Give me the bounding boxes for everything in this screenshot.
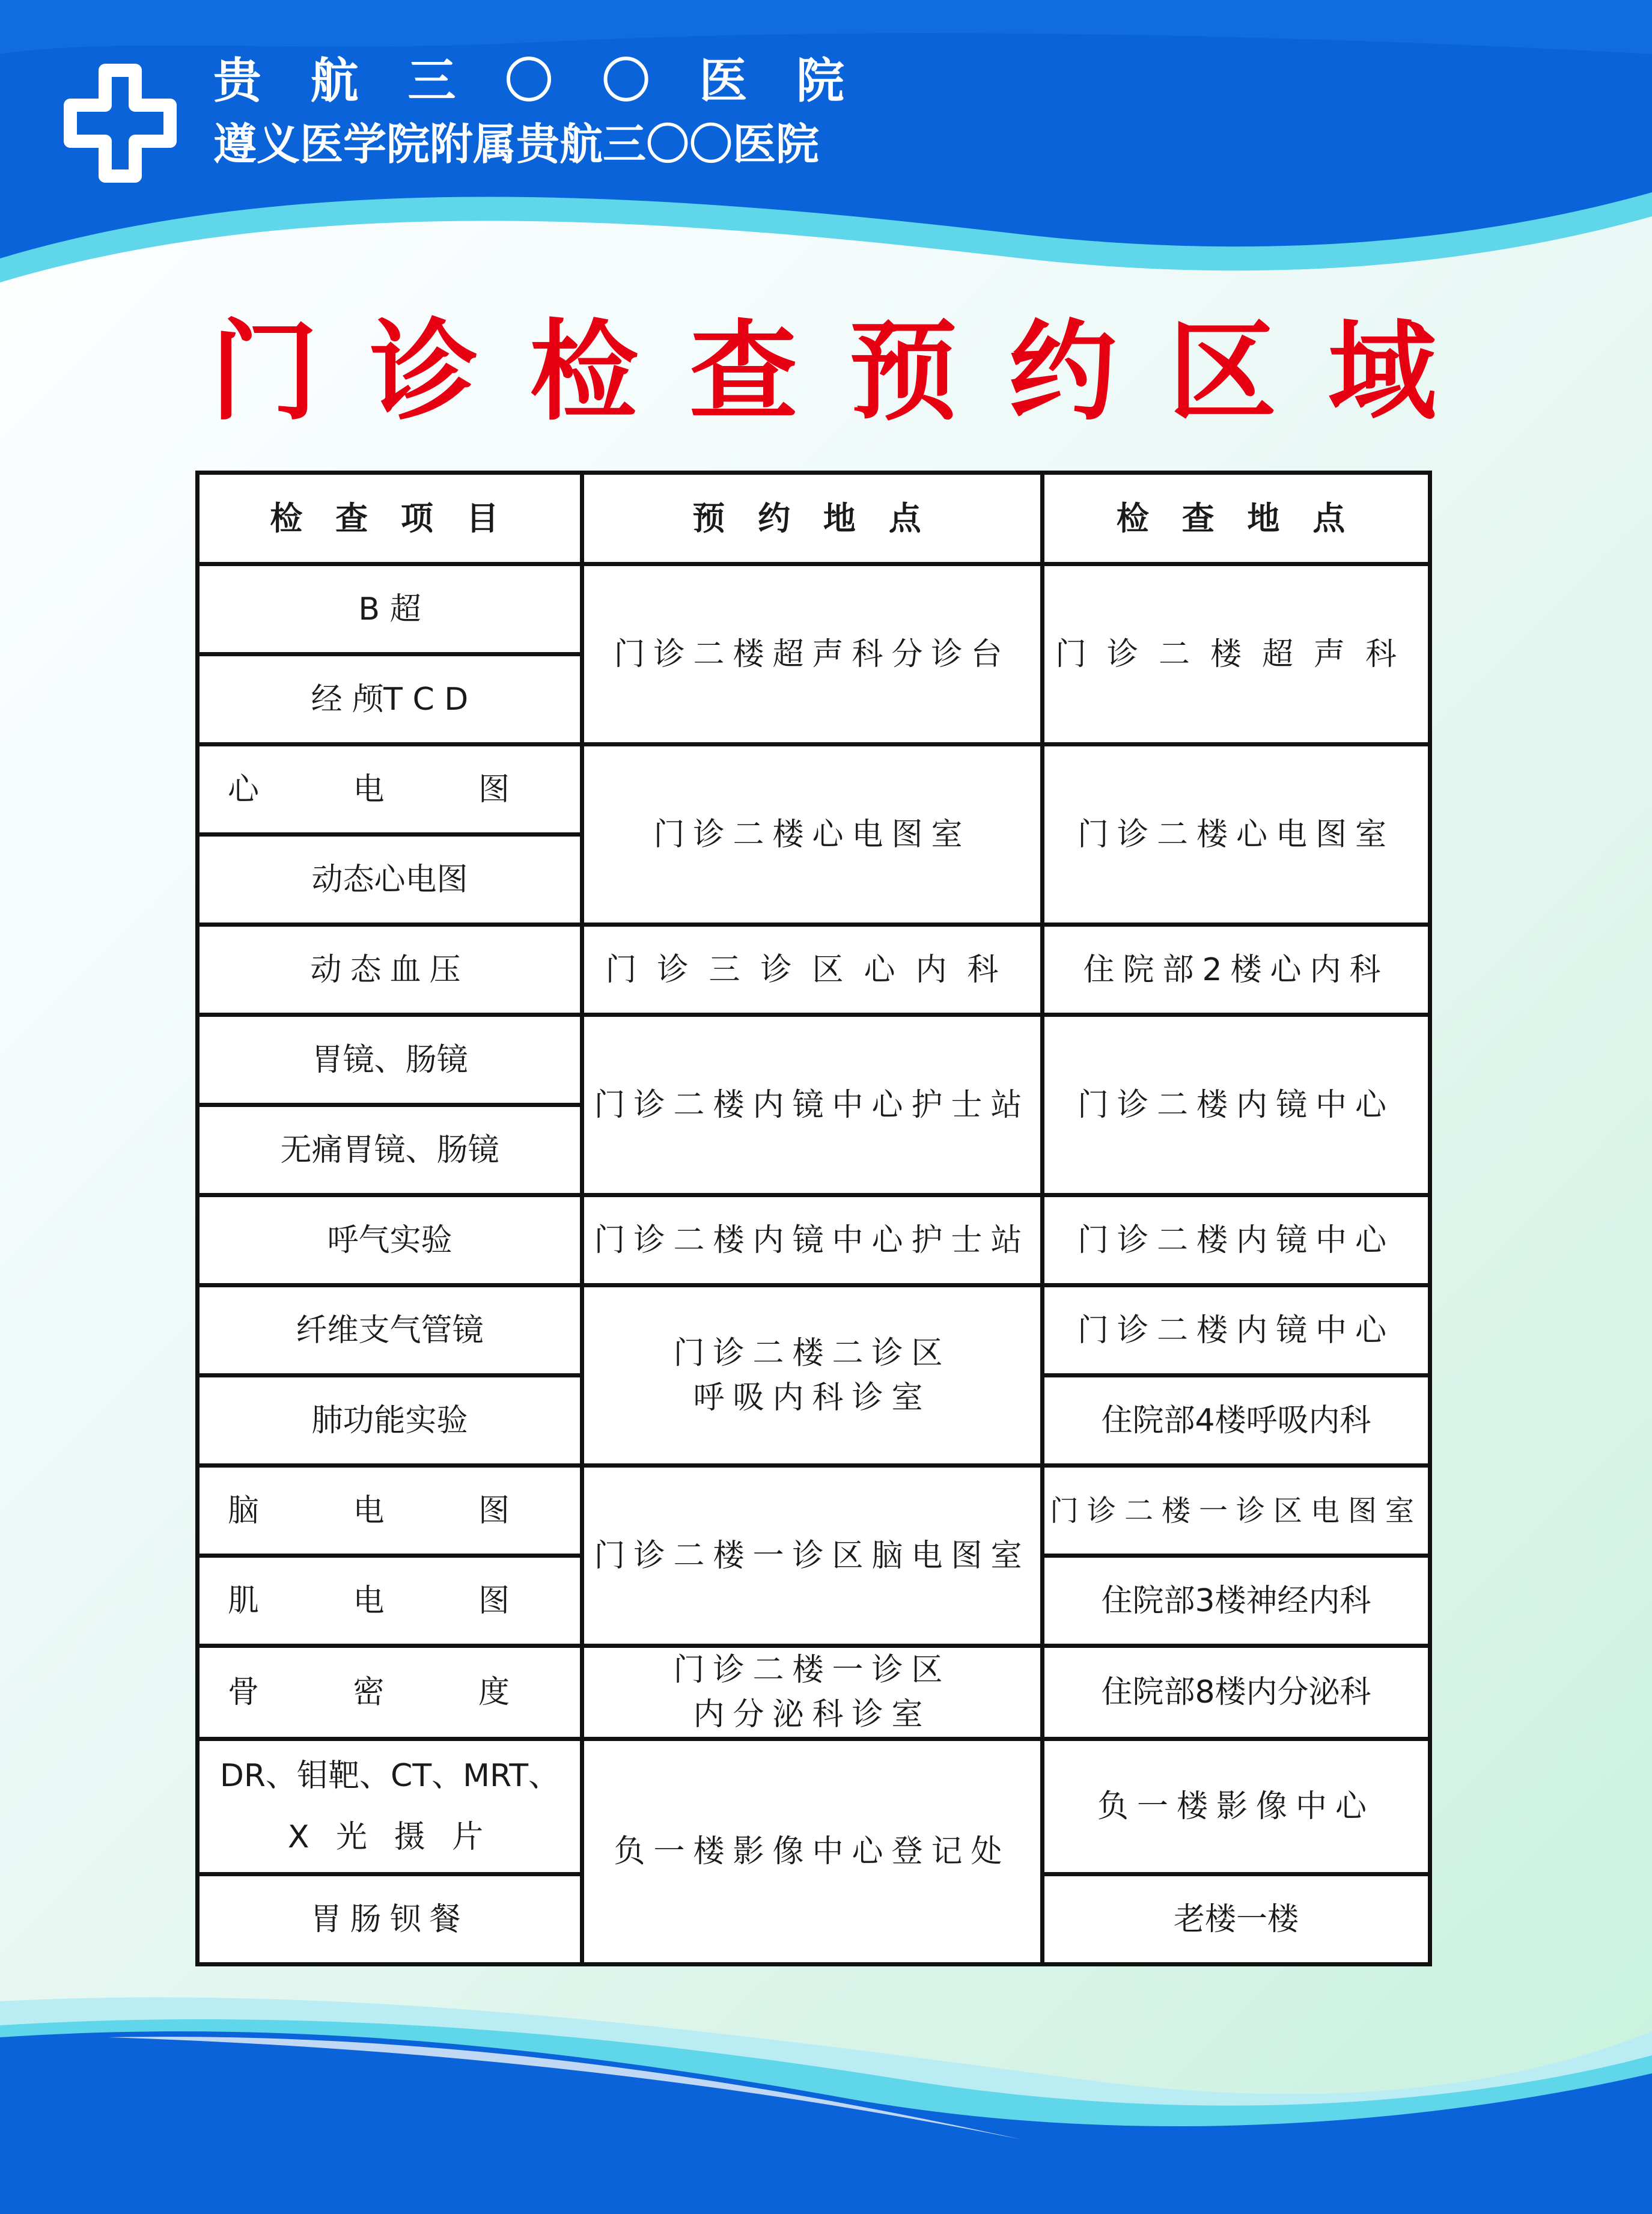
exam-schedule-table: [195, 471, 1432, 1966]
table-row: [198, 564, 1430, 654]
appointment-line: 门诊二楼二诊区: [673, 1335, 951, 1371]
table-header-row: [198, 473, 1430, 564]
hospital-name: 贵 航 三 〇 〇 医 院: [213, 53, 844, 109]
appointment-place: 负一楼影像中心登记处: [582, 1739, 1043, 1965]
appointment-line: 门诊二楼一诊区: [673, 1652, 951, 1688]
exam-place: 负一楼影像中心: [1043, 1739, 1430, 1874]
exam-place: 门诊二楼心电图室: [1043, 745, 1430, 925]
exam-place: 住院部4楼呼吸内科: [1043, 1376, 1430, 1466]
header-exam-place: 检 查 地 点: [1043, 473, 1430, 564]
exam-item: 骨 密 度: [198, 1646, 582, 1739]
table-row: [198, 745, 1430, 835]
appointment-line: 内分泌科诊室: [693, 1697, 931, 1733]
appointment-place: 门诊三诊区心内科: [582, 925, 1043, 1015]
appointment-line: 呼吸内科诊室: [693, 1379, 931, 1416]
exam-place: 门诊二楼内镜中心: [1043, 1015, 1430, 1195]
exam-place: 门诊二楼内镜中心: [1043, 1285, 1430, 1376]
table-row: [198, 1285, 1430, 1376]
appointment-place: 门诊二楼心电图室: [582, 745, 1043, 925]
exam-item: 肺功能实验: [198, 1376, 582, 1466]
exam-item-line: DR、钼靶、CT、MRT、: [219, 1758, 560, 1794]
exam-place: 老楼一楼: [1043, 1874, 1430, 1965]
table-row: [198, 1739, 1430, 1874]
exam-place: 门诊二楼一诊区电图室: [1043, 1466, 1430, 1556]
appointment-place: 门诊二楼内镜中心护士站: [582, 1015, 1043, 1195]
appointment-place: 门诊二楼超声科分诊台: [582, 564, 1043, 745]
exam-item: 无痛胃镜、肠镜: [198, 1105, 582, 1195]
exam-item: 心 电 图: [198, 745, 582, 835]
exam-item: 呼气实验: [198, 1195, 582, 1285]
exam-place: 门诊二楼内镜中心: [1043, 1195, 1430, 1285]
table-row: [198, 1195, 1430, 1285]
exam-item: [198, 1739, 582, 1874]
table-row: [198, 1466, 1430, 1556]
exam-item-line: X 光 摄 片: [287, 1819, 492, 1855]
appointment-place: [582, 1285, 1043, 1466]
exam-place: 住院部3楼神经内科: [1043, 1556, 1430, 1646]
exam-item: 脑 电 图: [198, 1466, 582, 1556]
table-row: [198, 925, 1430, 1015]
exam-place: 门诊二楼超声科: [1043, 564, 1430, 745]
table-row: [198, 1646, 1430, 1739]
header-exam-item: 检 查 项 目: [198, 473, 582, 564]
table-row: [198, 1015, 1430, 1105]
exam-place: 住院部8楼内分泌科: [1043, 1646, 1430, 1739]
exam-place: 住院部2楼心内科: [1043, 925, 1430, 1015]
exam-item: 纤维支气管镜: [198, 1285, 582, 1376]
exam-item: 胃肠钡餐: [198, 1874, 582, 1965]
medical-cross-icon: [60, 63, 180, 183]
hospital-subtitle: 遵义医学院附属贵航三〇〇医院: [213, 119, 820, 169]
appointment-place: 门诊二楼一诊区脑电图室: [582, 1466, 1043, 1646]
exam-item: 肌 电 图: [198, 1556, 582, 1646]
exam-item: 动态血压: [198, 925, 582, 1015]
exam-item: B 超: [198, 564, 582, 654]
appointment-place: 门诊二楼内镜中心护士站: [582, 1195, 1043, 1285]
exam-item: 动态心电图: [198, 835, 582, 925]
exam-item: 胃镜、肠镜: [198, 1015, 582, 1105]
header-appointment-place: 预 约 地 点: [582, 473, 1043, 564]
appointment-place: [582, 1646, 1043, 1739]
page-title: 门 诊 检 查 预 约 区 域: [210, 310, 1436, 435]
exam-item: 经 颅T C D: [198, 654, 582, 745]
